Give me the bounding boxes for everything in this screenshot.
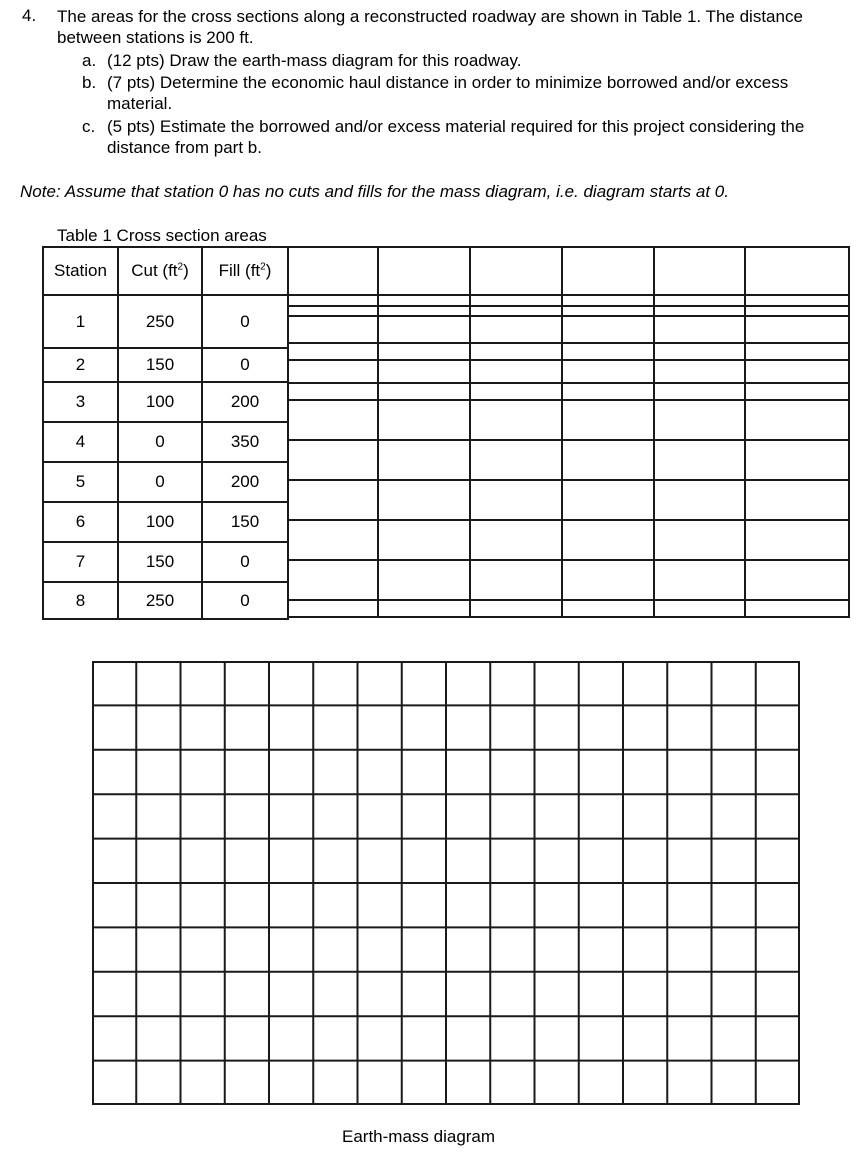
table-row <box>43 295 288 348</box>
part-b-label: b. <box>82 73 97 92</box>
header-cut: Cut $(ft^2)$ <box>118 247 202 295</box>
cell-cut: 150 <box>118 348 202 382</box>
table-row <box>43 422 288 462</box>
header-station: Station <box>43 247 118 295</box>
header-fill: Fill $(ft^2)$ <box>202 247 288 295</box>
question-text: The areas for the cross sections along a reconstructed roadway are shown in Table 1. The distance between stations is 200 ft. <box>57 7 803 47</box>
part-b-text: (7 pts) Determine the economic haul distance in order to minimize borrowed and/or excess material. <box>107 73 789 113</box>
cell-station: 4 <box>43 422 118 462</box>
cell-fill: 0 <box>202 348 288 382</box>
table-row <box>43 462 288 502</box>
table-row <box>43 502 288 542</box>
table-row <box>43 382 288 422</box>
note: Note: Assume that station 0 has no cuts and fills for the mass diagram, i.e. diagram starts at 0. <box>20 182 729 201</box>
table-row <box>43 348 288 382</box>
cell-fill: 200 <box>202 382 288 422</box>
cell-cut: 250 <box>118 295 202 348</box>
cell-fill: 0 <box>202 542 288 582</box>
cross-section-table <box>42 246 289 620</box>
part-a-text: (12 pts) Draw the earth-mass diagram for this roadway. <box>107 51 522 70</box>
cell-fill: 0 <box>202 295 288 348</box>
cell-cut: 250 <box>118 582 202 619</box>
cell-fill: 350 <box>202 422 288 462</box>
cell-fill: 200 <box>202 462 288 502</box>
cell-cut: 100 <box>118 382 202 422</box>
cell-fill: 150 <box>202 502 288 542</box>
cell-cut: 0 <box>118 462 202 502</box>
cell-station: 5 <box>43 462 118 502</box>
part-c-text: (5 pts) Estimate the borrowed and/or excess material required for this project considering the distance from part b. <box>107 117 805 157</box>
cell-station: 3 <box>43 382 118 422</box>
cell-fill: 0 <box>202 582 288 619</box>
part-a-label: a. <box>82 51 97 70</box>
cell-cut: 150 <box>118 542 202 582</box>
cell-cut: 100 <box>118 502 202 542</box>
part-c-label: c. <box>82 117 96 136</box>
question-number: 4. <box>22 6 37 25</box>
cell-cut: 0 <box>118 422 202 462</box>
cell-station: 6 <box>43 502 118 542</box>
table-row <box>43 542 288 582</box>
cell-station: 1 <box>43 295 118 348</box>
table-row <box>43 582 288 619</box>
cell-station: 2 <box>43 348 118 382</box>
cell-station: 7 <box>43 542 118 582</box>
table-header-row <box>43 247 288 295</box>
cell-station: 8 <box>43 582 118 619</box>
diagram-caption: Earth-mass diagram <box>342 1127 496 1146</box>
earth-mass-diagram-grid <box>92 661 800 1105</box>
blank-table-grid <box>287 246 850 618</box>
table-caption: Table 1 Cross section areas <box>57 226 267 245</box>
